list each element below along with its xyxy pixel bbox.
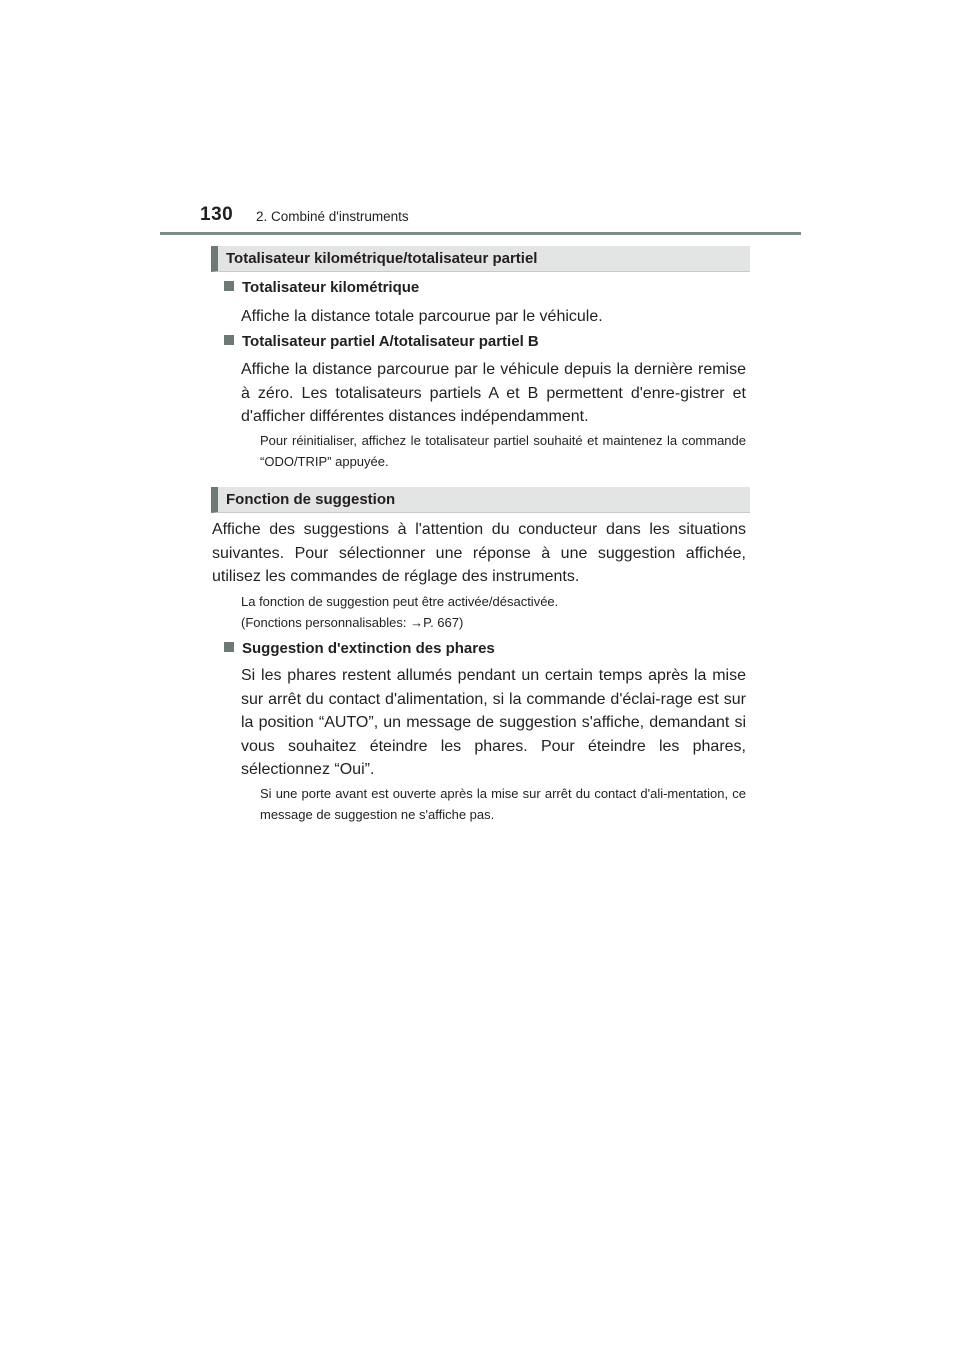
- paragraph-headlight-suggestion: Si les phares restent allumés pendant un certain temps après la mise sur arrêt du contact d'alimentation, si la commande d'éclai-rage est sur la position “AUTO”, un message de suggestion s'affiche, demandant si vous souhaitez éteindre les phares. Pour éteindre les phares, sélectionnez “Oui”.: [241, 667, 746, 778]
- section-heading-suggestion: [211, 487, 750, 513]
- square-bullet-icon: [224, 281, 234, 291]
- subheading-trip-meter: Totalisateur partiel A/totalisateur partiel B: [224, 333, 539, 350]
- section-heading-odometer: [211, 246, 750, 272]
- paragraph-trip-meter: Affiche la distance parcourue par le véhicule depuis la dernière remise à zéro. Les totalisateurs partiels A et B permettent d'enre-gistrer et d'afficher différentes distances indépendamment.: [241, 361, 746, 425]
- section-title: Totalisateur kilométrique/totalisateur partiel: [226, 250, 538, 267]
- subheading-odometer: Totalisateur kilométrique: [224, 279, 419, 296]
- paragraph-suggestion-intro: Affiche des suggestions à l'attention du conducteur dans les situations suivantes. Pour sélectionner une réponse à une suggestion affichée, utilisez les commandes de réglage des instruments.: [212, 521, 746, 585]
- chapter-title: 2. Combiné d'instruments: [256, 209, 409, 224]
- note-front-door: Si une porte avant est ouverte après la mise sur arrêt du contact d'ali-mentation, ce message de suggestion ne s'affiche pas.: [260, 786, 746, 822]
- header-divider: [160, 232, 801, 235]
- page-number: 130: [200, 204, 234, 225]
- paragraph-odometer: Affiche la distance totale parcourue par le véhicule.: [241, 308, 603, 325]
- subheading-headlight-suggestion: Suggestion d'extinction des phares: [224, 640, 495, 657]
- square-bullet-icon: [224, 642, 234, 652]
- note-trip-reset: Pour réinitialiser, affichez le totalisateur partiel souhaité et maintenez la commande “ODO/TRIP” appuyée.: [260, 433, 746, 469]
- note-suggestion-toggle: La fonction de suggestion peut être activée/désactivée.: [241, 594, 559, 609]
- square-bullet-icon: [224, 335, 234, 345]
- section-title: Fonction de suggestion: [226, 491, 396, 508]
- note-customize-reference: (Fonctions personnalisables: →P. 667): [241, 615, 464, 630]
